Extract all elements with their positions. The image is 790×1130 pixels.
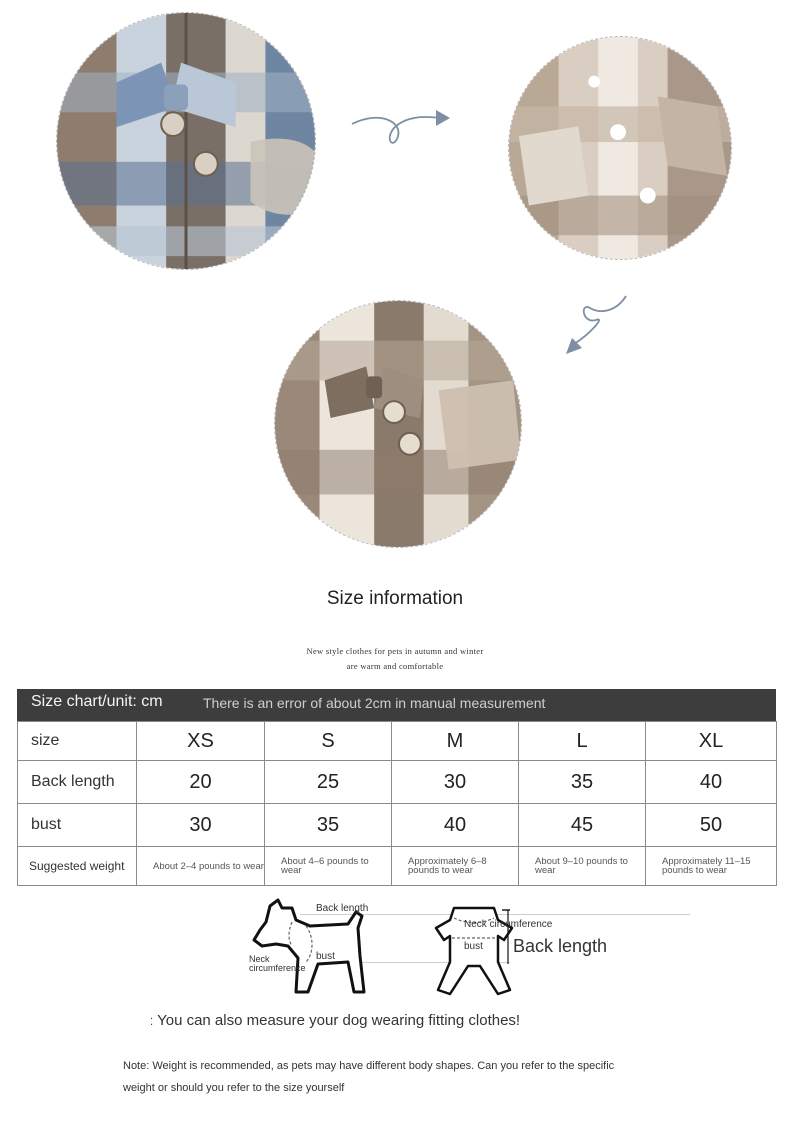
size-chart-header [17, 689, 776, 721]
weight-s: About 4–6 pounds to wear [265, 847, 392, 886]
bust-l: 45 [519, 804, 646, 847]
product-photo-brown-plaid [274, 300, 522, 548]
shirt-neck-label: Neck circumference [464, 919, 553, 930]
row-label-back-length: Back length [18, 761, 137, 804]
section-title: Size information [326, 588, 464, 609]
size-xs: XS [137, 722, 265, 761]
dog-back-length-label: Back length [316, 903, 369, 914]
row-label-size: size [18, 722, 137, 761]
weight-xs: About 2–4 pounds to wear [137, 847, 265, 886]
shirt-bust-label: bust [464, 941, 483, 952]
shirt-back-length-label: Back length [513, 936, 608, 956]
back-length-s: 25 [265, 761, 392, 804]
dog-neck-label: Neck circumference [249, 954, 306, 973]
bust-xl: 50 [646, 804, 777, 847]
table-row-size [18, 722, 777, 761]
measurement-error-note: There is an error of about 2cm in manual measurement [203, 695, 546, 711]
row-label-bust: bust [18, 804, 137, 847]
product-photo-blue-plaid [56, 12, 316, 270]
size-chart-table [17, 721, 777, 886]
weight-xl: Approximately 11–15 pounds to wear [646, 847, 777, 886]
weight-l: About 9–10 pounds to wear [519, 847, 646, 886]
size-l: L [519, 722, 646, 761]
note-line-1: Note: Weight is recommended, as pets may have different body shapes. Can you refer to the specific [123, 1060, 615, 1072]
tip-bullet-icon: ⁚ [150, 1017, 154, 1028]
product-photo-back-view [508, 36, 732, 260]
back-length-xs: 20 [137, 761, 265, 804]
table-row-back-length [18, 761, 777, 804]
dog-bust-label: bust [316, 951, 335, 962]
back-length-xl: 40 [646, 761, 777, 804]
row-label-suggested-weight: Suggested weight [18, 847, 137, 886]
table-row-bust [18, 804, 777, 847]
table-row-suggested-weight [18, 847, 777, 886]
size-xl: XL [646, 722, 777, 761]
size-m: M [392, 722, 519, 761]
size-chart-unit-label: Size chart/unit: cm [31, 693, 163, 710]
tip-text: You can also measure your dog wearing fitting clothes! [157, 1012, 521, 1029]
back-length-m: 30 [392, 761, 519, 804]
subtitle-line-1: New style clothes for pets in autumn and winter [306, 646, 484, 656]
weight-m: Approximately 6–8 pounds to wear [392, 847, 519, 886]
back-length-l: 35 [519, 761, 646, 804]
bust-m: 40 [392, 804, 519, 847]
size-s: S [265, 722, 392, 761]
note-line-2: weight or should you refer to the size yourself [123, 1082, 345, 1094]
bust-xs: 30 [137, 804, 265, 847]
measurement-tip [150, 1012, 520, 1029]
bust-s: 35 [265, 804, 392, 847]
curved-arrow-down-icon [560, 294, 630, 358]
curved-arrow-right-icon [350, 100, 454, 156]
subtitle-line-2: are warm and comfortable [346, 661, 444, 671]
